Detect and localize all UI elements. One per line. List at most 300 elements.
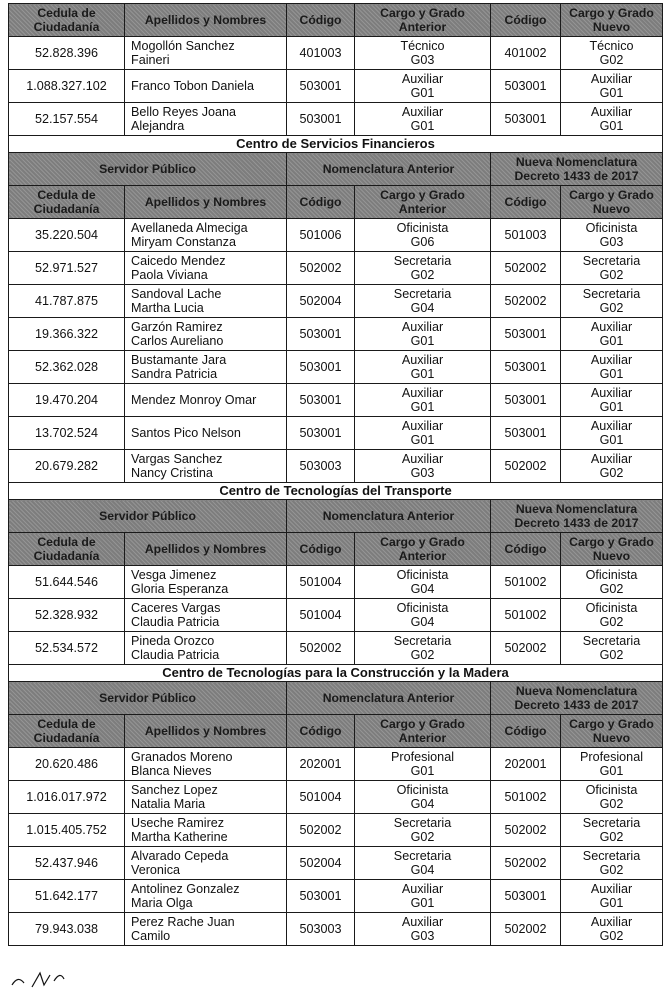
name-line1: Vargas Sanchez (131, 452, 223, 466)
grade-old-line2: G01 (410, 400, 435, 414)
table-row (9, 814, 663, 847)
grade-new-line2: G02 (599, 863, 624, 877)
name-line2: Faineri (131, 53, 170, 67)
header-codigo-nuevo: Código (491, 715, 561, 748)
name-cell (125, 814, 287, 847)
table-row (9, 417, 663, 450)
code-new-cell: 502002 (491, 847, 561, 880)
name-line2: Claudia Patricia (131, 648, 220, 662)
name-line1: Sanchez Lopez (131, 783, 218, 797)
name-line2: Martha Lucia (131, 301, 204, 315)
grade-new-line2: G02 (599, 830, 624, 844)
grade-old-line1: Secretaria (393, 254, 452, 268)
cedula-cell: 52.362.028 (9, 351, 125, 384)
name-cell (125, 252, 287, 285)
grade-new-line1: Auxiliar (590, 882, 633, 896)
table-row (9, 384, 663, 417)
code-new-cell: 503001 (491, 318, 561, 351)
name-line2: Martha Katherine (131, 830, 228, 844)
header-codigo-nuevo: Código (491, 4, 561, 37)
name-line2: Blanca Nieves (131, 764, 212, 778)
code-old-cell: 503003 (287, 913, 355, 946)
grade-old-line2: G01 (410, 86, 435, 100)
name-cell (125, 285, 287, 318)
grade-new-line1: Auxiliar (590, 419, 633, 433)
code-old-cell: 502002 (287, 814, 355, 847)
header-servidor-publico: Servidor Público (9, 153, 287, 186)
grade-old-cell (355, 417, 491, 450)
grade-old-cell (355, 748, 491, 781)
grade-old-line2: G04 (410, 582, 435, 596)
cedula-cell: 20.679.282 (9, 450, 125, 483)
grade-old-line1: Secretaria (393, 816, 452, 830)
name-cell (125, 847, 287, 880)
grade-old-line2: G04 (410, 797, 435, 811)
name-line1: Useche Ramirez (131, 816, 225, 830)
section-title-row (9, 665, 663, 682)
grade-new-line2: G02 (599, 53, 624, 67)
name-cell (125, 351, 287, 384)
grade-old-cell (355, 252, 491, 285)
grade-old-line2: G02 (410, 268, 435, 282)
grade-old-line1: Auxiliar (401, 320, 444, 334)
grade-new-line1: Auxiliar (590, 72, 633, 86)
name-cell (125, 880, 287, 913)
grade-old-cell (355, 351, 491, 384)
header-codigo-nuevo: Código (491, 186, 561, 219)
grade-new-cell (561, 285, 663, 318)
code-new-cell: 502002 (491, 252, 561, 285)
header-nomenclatura-anterior: Nomenclatura Anterior (287, 153, 491, 186)
code-new-cell: 202001 (491, 748, 561, 781)
name-cell (125, 103, 287, 136)
grade-old-cell (355, 384, 491, 417)
grade-new-line1: Secretaria (582, 634, 641, 648)
grade-old-line1: Oficinista (396, 221, 449, 235)
name-line1: Granados Moreno (131, 750, 233, 764)
grade-old-line1: Auxiliar (401, 72, 444, 86)
cedula-cell: 13.702.524 (9, 417, 125, 450)
name-cell (125, 219, 287, 252)
section-title: Centro de Servicios Financieros (9, 136, 663, 153)
cedula-cell: 52.157.554 (9, 103, 125, 136)
code-old-cell: 501004 (287, 566, 355, 599)
code-old-cell: 503001 (287, 103, 355, 136)
table-row (9, 599, 663, 632)
grade-old-line1: Auxiliar (401, 452, 444, 466)
code-new-cell: 503001 (491, 103, 561, 136)
grade-new-line2: G02 (599, 929, 624, 943)
grade-new-line2: G02 (599, 268, 624, 282)
signature (10, 969, 80, 989)
grade-old-line1: Profesional (390, 750, 454, 764)
table-row (9, 880, 663, 913)
grade-old-line1: Técnico (400, 39, 445, 53)
grade-old-line1: Oficinista (396, 568, 449, 582)
code-new-cell: 502002 (491, 450, 561, 483)
code-new-cell: 502002 (491, 285, 561, 318)
name-cell (125, 913, 287, 946)
code-new-cell: 503001 (491, 70, 561, 103)
grade-new-line2: G01 (599, 433, 624, 447)
code-new-cell: 503001 (491, 384, 561, 417)
header-cedula: Cedula de Ciudadanía (9, 533, 125, 566)
header-cargo-nuevo: Cargo y Grado Nuevo (561, 4, 663, 37)
section-title-row (9, 136, 663, 153)
header-codigo-anterior: Código (287, 186, 355, 219)
grade-new-cell (561, 351, 663, 384)
grade-new-line1: Oficinista (585, 221, 638, 235)
code-new-cell: 502002 (491, 632, 561, 665)
grade-old-line2: G03 (410, 53, 435, 67)
name-cell (125, 37, 287, 70)
header-cargo-nuevo: Cargo y Grado Nuevo (561, 533, 663, 566)
name-cell (125, 599, 287, 632)
header-nombres: Apellidos y Nombres (125, 533, 287, 566)
code-new-cell: 503001 (491, 880, 561, 913)
code-new-cell: 503001 (491, 417, 561, 450)
grade-new-line2: G02 (599, 797, 624, 811)
grade-new-line2: G02 (599, 648, 624, 662)
grade-old-cell (355, 847, 491, 880)
grade-new-line2: G01 (599, 86, 624, 100)
code-old-cell: 503001 (287, 318, 355, 351)
cedula-cell: 52.437.946 (9, 847, 125, 880)
cedula-cell: 1.088.327.102 (9, 70, 125, 103)
table-row (9, 566, 663, 599)
grade-old-cell (355, 37, 491, 70)
name-line2: Claudia Patricia (131, 615, 220, 629)
grade-old-line2: G02 (410, 648, 435, 662)
document-page (8, 3, 662, 946)
grade-new-line2: G01 (599, 367, 624, 381)
name-line1: Bello Reyes Joana (131, 105, 237, 119)
grade-old-line1: Secretaria (393, 634, 452, 648)
grade-new-line2: G01 (599, 334, 624, 348)
grade-old-line1: Oficinista (396, 783, 449, 797)
table-row (9, 285, 663, 318)
cedula-cell: 52.828.396 (9, 37, 125, 70)
column-header-row (9, 4, 663, 37)
grade-old-line2: G01 (410, 334, 435, 348)
grade-old-line1: Oficinista (396, 601, 449, 615)
table-row (9, 351, 663, 384)
column-header-row (9, 186, 663, 219)
code-old-cell: 503001 (287, 70, 355, 103)
grade-new-cell (561, 781, 663, 814)
name-line1: Perez Rache Juan (131, 915, 235, 929)
grade-old-line2: G03 (410, 466, 435, 480)
table-row (9, 103, 663, 136)
grade-new-line1: Oficinista (585, 568, 638, 582)
name-line1: Pineda Orozco (131, 634, 215, 648)
header-nombres: Apellidos y Nombres (125, 715, 287, 748)
name-line1: Caicedo Mendez (131, 254, 226, 268)
grade-new-cell (561, 566, 663, 599)
code-new-cell: 502002 (491, 814, 561, 847)
table-row (9, 70, 663, 103)
name-line2: Natalia Maria (131, 797, 206, 811)
grade-old-cell (355, 632, 491, 665)
name-line1: Franco Tobon Daniela (131, 79, 254, 93)
grade-new-line1: Secretaria (582, 849, 641, 863)
grade-new-cell (561, 70, 663, 103)
group-header-row (9, 682, 663, 715)
grade-old-line2: G02 (410, 830, 435, 844)
code-old-cell: 202001 (287, 748, 355, 781)
grade-old-line2: G01 (410, 119, 435, 133)
code-new-cell: 401002 (491, 37, 561, 70)
grade-new-line2: G03 (599, 235, 624, 249)
cedula-cell: 35.220.504 (9, 219, 125, 252)
table-body (9, 4, 663, 946)
cedula-cell: 52.328.932 (9, 599, 125, 632)
header-nombres: Apellidos y Nombres (125, 4, 287, 37)
code-new-cell: 501002 (491, 781, 561, 814)
code-old-cell: 503001 (287, 351, 355, 384)
code-old-cell: 503003 (287, 450, 355, 483)
grade-new-line1: Técnico (589, 39, 634, 53)
name-line2: Alejandra (131, 119, 185, 133)
grade-old-line2: G04 (410, 301, 435, 315)
table-row (9, 450, 663, 483)
name-line1: Bustamante Jara (131, 353, 227, 367)
code-old-cell: 502002 (287, 252, 355, 285)
grade-new-cell (561, 599, 663, 632)
table-row (9, 847, 663, 880)
code-old-cell: 501004 (287, 599, 355, 632)
grade-new-cell (561, 847, 663, 880)
name-cell (125, 384, 287, 417)
code-old-cell: 503001 (287, 384, 355, 417)
header-cedula: Cedula de Ciudadanía (9, 715, 125, 748)
code-old-cell: 401003 (287, 37, 355, 70)
grade-new-line1: Profesional (579, 750, 643, 764)
grade-old-line1: Secretaria (393, 287, 452, 301)
header-nomenclatura-anterior: Nomenclatura Anterior (287, 500, 491, 533)
grade-old-line1: Auxiliar (401, 353, 444, 367)
grade-old-cell (355, 219, 491, 252)
grade-new-line1: Auxiliar (590, 353, 633, 367)
name-line1: Mogollón Sanchez (131, 39, 235, 53)
code-old-cell: 502004 (287, 847, 355, 880)
name-cell (125, 748, 287, 781)
name-line1: Caceres Vargas (131, 601, 221, 615)
grade-new-line2: G01 (599, 896, 624, 910)
grade-new-cell (561, 384, 663, 417)
header-nomenclatura-anterior: Nomenclatura Anterior (287, 682, 491, 715)
grade-new-cell (561, 103, 663, 136)
header-cargo-anterior: Cargo y Grado Anterior (355, 533, 491, 566)
grade-new-cell (561, 913, 663, 946)
grade-new-line2: G02 (599, 582, 624, 596)
name-line2: Sandra Patricia (131, 367, 218, 381)
grade-new-cell (561, 450, 663, 483)
grade-old-line2: G01 (410, 433, 435, 447)
name-line2: Nancy Cristina (131, 466, 213, 480)
grade-new-line1: Secretaria (582, 816, 641, 830)
section-title-row (9, 483, 663, 500)
grade-new-cell (561, 880, 663, 913)
grade-new-line1: Auxiliar (590, 915, 633, 929)
cedula-cell: 52.534.572 (9, 632, 125, 665)
table-row (9, 318, 663, 351)
grade-old-line1: Auxiliar (401, 882, 444, 896)
header-cedula: Cedula de Ciudadanía (9, 186, 125, 219)
grade-new-line2: G01 (599, 764, 624, 778)
grade-new-line1: Auxiliar (590, 452, 633, 466)
code-new-cell: 501002 (491, 566, 561, 599)
table-row (9, 748, 663, 781)
header-codigo-anterior: Código (287, 4, 355, 37)
header-cargo-nuevo: Cargo y Grado Nuevo (561, 186, 663, 219)
column-header-row (9, 533, 663, 566)
table-row (9, 781, 663, 814)
grade-new-cell (561, 318, 663, 351)
name-line1: Avellaneda Almeciga (131, 221, 248, 235)
header-codigo-nuevo: Código (491, 533, 561, 566)
code-old-cell: 501006 (287, 219, 355, 252)
grade-old-line1: Auxiliar (401, 915, 444, 929)
grade-old-line1: Auxiliar (401, 105, 444, 119)
header-nombres: Apellidos y Nombres (125, 186, 287, 219)
name-cell (125, 417, 287, 450)
grade-old-line2: G04 (410, 863, 435, 877)
grade-new-cell (561, 252, 663, 285)
name-line1: Antolinez Gonzalez (131, 882, 240, 896)
grade-old-cell (355, 318, 491, 351)
name-line1: Santos Pico Nelson (131, 426, 241, 440)
table-row (9, 252, 663, 285)
table-row (9, 219, 663, 252)
name-line1: Sandoval Lache (131, 287, 222, 301)
header-cargo-nuevo: Cargo y Grado Nuevo (561, 715, 663, 748)
code-old-cell: 502002 (287, 632, 355, 665)
code-old-cell: 503001 (287, 880, 355, 913)
grade-old-line2: G01 (410, 764, 435, 778)
grade-new-line1: Oficinista (585, 783, 638, 797)
name-cell (125, 318, 287, 351)
column-header-row (9, 715, 663, 748)
cedula-cell: 20.620.486 (9, 748, 125, 781)
header-nueva-nomenclatura: Nueva Nomenclatura Decreto 1433 de 2017 (491, 153, 663, 186)
grade-new-cell (561, 37, 663, 70)
cedula-cell: 19.366.322 (9, 318, 125, 351)
header-cedula: Cedula de Ciudadanía (9, 4, 125, 37)
code-new-cell: 501003 (491, 219, 561, 252)
name-line2: Carlos Aureliano (131, 334, 224, 348)
grade-old-line2: G04 (410, 615, 435, 629)
grade-new-line1: Auxiliar (590, 105, 633, 119)
grade-old-cell (355, 70, 491, 103)
name-line1: Vesga Jimenez (131, 568, 217, 582)
grade-new-line2: G01 (599, 400, 624, 414)
grade-old-cell (355, 450, 491, 483)
name-line2: Maria Olga (131, 896, 193, 910)
grade-new-line1: Secretaria (582, 254, 641, 268)
name-line1: Mendez Monroy Omar (131, 393, 257, 407)
name-cell (125, 566, 287, 599)
code-old-cell: 502004 (287, 285, 355, 318)
grade-old-line2: G03 (410, 929, 435, 943)
name-line2: Camilo (131, 929, 171, 943)
grade-old-cell (355, 913, 491, 946)
name-line2: Miryam Constanza (131, 235, 236, 249)
grade-new-line2: G01 (599, 119, 624, 133)
header-codigo-anterior: Código (287, 715, 355, 748)
grade-new-line1: Auxiliar (590, 320, 633, 334)
grade-old-line1: Auxiliar (401, 419, 444, 433)
name-cell (125, 450, 287, 483)
name-line2: Veronica (131, 863, 181, 877)
grade-new-line2: G02 (599, 466, 624, 480)
name-cell (125, 70, 287, 103)
grade-old-line2: G06 (410, 235, 435, 249)
section-title: Centro de Tecnologías del Transporte (9, 483, 663, 500)
grade-new-cell (561, 219, 663, 252)
grade-new-line2: G02 (599, 615, 624, 629)
cedula-cell: 1.015.405.752 (9, 814, 125, 847)
header-servidor-publico: Servidor Público (9, 500, 287, 533)
code-new-cell: 502002 (491, 913, 561, 946)
group-header-row (9, 500, 663, 533)
grade-old-cell (355, 814, 491, 847)
cedula-cell: 51.644.546 (9, 566, 125, 599)
header-nueva-nomenclatura: Nueva Nomenclatura Decreto 1433 de 2017 (491, 500, 663, 533)
grade-old-cell (355, 103, 491, 136)
grade-old-line2: G01 (410, 367, 435, 381)
grade-new-cell (561, 814, 663, 847)
grade-old-line1: Secretaria (393, 849, 452, 863)
cedula-cell: 1.016.017.972 (9, 781, 125, 814)
code-new-cell: 503001 (491, 351, 561, 384)
grade-old-line1: Auxiliar (401, 386, 444, 400)
name-line2: Paola Viviana (131, 268, 208, 282)
name-line1: Garzón Ramirez (131, 320, 223, 334)
grade-new-line1: Oficinista (585, 601, 638, 615)
table-row (9, 632, 663, 665)
header-cargo-anterior: Cargo y Grado Anterior (355, 4, 491, 37)
grade-new-line2: G02 (599, 301, 624, 315)
table-row (9, 913, 663, 946)
grade-old-cell (355, 566, 491, 599)
header-nueva-nomenclatura: Nueva Nomenclatura Decreto 1433 de 2017 (491, 682, 663, 715)
name-cell (125, 781, 287, 814)
code-new-cell: 501002 (491, 599, 561, 632)
grade-new-cell (561, 748, 663, 781)
grade-old-line2: G01 (410, 896, 435, 910)
grade-new-line1: Secretaria (582, 287, 641, 301)
personnel-table (8, 3, 663, 946)
cedula-cell: 79.943.038 (9, 913, 125, 946)
grade-old-cell (355, 599, 491, 632)
group-header-row (9, 153, 663, 186)
code-old-cell: 503001 (287, 417, 355, 450)
cedula-cell: 41.787.875 (9, 285, 125, 318)
table-row (9, 37, 663, 70)
name-cell (125, 632, 287, 665)
header-codigo-anterior: Código (287, 533, 355, 566)
header-cargo-anterior: Cargo y Grado Anterior (355, 715, 491, 748)
cedula-cell: 52.971.527 (9, 252, 125, 285)
grade-old-cell (355, 285, 491, 318)
grade-new-cell (561, 632, 663, 665)
cedula-cell: 19.470.204 (9, 384, 125, 417)
grade-old-cell (355, 880, 491, 913)
grade-new-line1: Auxiliar (590, 386, 633, 400)
header-cargo-anterior: Cargo y Grado Anterior (355, 186, 491, 219)
cedula-cell: 51.642.177 (9, 880, 125, 913)
